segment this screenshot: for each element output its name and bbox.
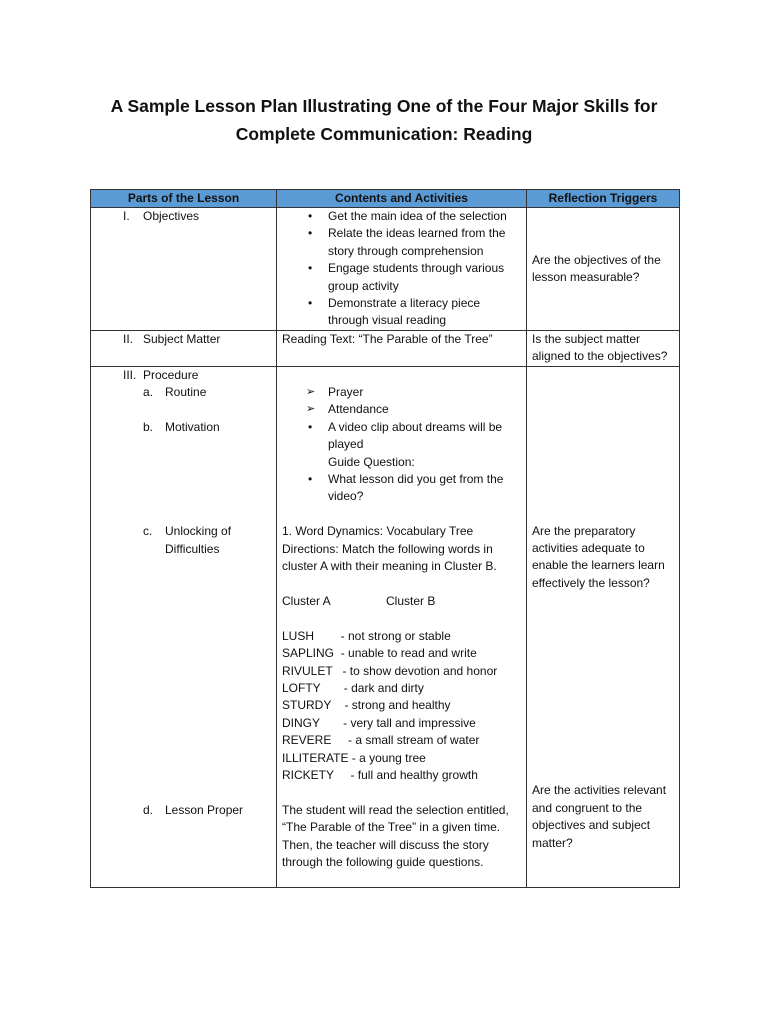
objective-item: • Get the main idea of the selection xyxy=(282,208,521,225)
header-contents: Contents and Activities xyxy=(277,190,527,208)
motivation-letter: b. xyxy=(143,419,154,434)
guide-question-label: Guide Question: xyxy=(328,454,415,469)
page-title xyxy=(60,92,708,148)
objectives-list xyxy=(282,208,521,330)
row-subject-matter xyxy=(91,330,680,366)
motivation-label: Motivation xyxy=(165,419,220,434)
subject-reflection: Is the subject matter aligned to the objectives? xyxy=(532,331,668,364)
row-objectives xyxy=(91,208,680,331)
objectives-reflection-cell xyxy=(527,208,680,331)
lesson-proper-letter: d. xyxy=(143,803,154,818)
lesson-proper-label: Lesson Proper xyxy=(165,803,244,818)
subject-content-cell xyxy=(277,330,527,366)
motivation-item: • A video clip about dreams will be played xyxy=(282,419,521,454)
row-procedure xyxy=(91,366,680,888)
vocabulary-item: ILLITERATE - a young tree xyxy=(282,750,426,765)
title-line-2: Complete Communication: Reading xyxy=(235,124,533,144)
subject-label: Subject Matter xyxy=(143,331,221,346)
objectives-numeral: I. xyxy=(123,209,130,223)
subject-content: Reading Text: “The Parable of the Tree” xyxy=(282,331,493,346)
cluster-headings xyxy=(282,593,521,610)
table-header-row xyxy=(91,190,680,208)
title-line-1: A Sample Lesson Plan Illustrating One of the Four Major Skills for xyxy=(110,96,658,116)
subject-numeral: II. xyxy=(123,331,134,346)
objective-item: • Relate the ideas learned from the story through comprehension xyxy=(282,225,521,260)
procedure-part-cell xyxy=(91,366,277,888)
routine-item: ➢ Prayer xyxy=(282,384,521,401)
vocabulary-item: STURDY - strong and healthy xyxy=(282,698,451,713)
procedure-label: Procedure xyxy=(143,367,199,382)
motivation-question: • What lesson did you get from the video? xyxy=(282,471,521,506)
objectives-label: Objectives xyxy=(143,209,200,223)
objectives-part-cell xyxy=(91,208,277,331)
header-reflection: Reflection Triggers xyxy=(527,190,680,208)
vocabulary-item: LUSH - not strong or stable xyxy=(282,628,451,643)
vocabulary-item: RIVULET - to show devotion and honor xyxy=(282,663,498,678)
procedure-content-cell xyxy=(277,366,527,888)
objective-item: • Demonstrate a literacy piece through visual reading xyxy=(282,295,521,330)
unlocking-reflection: Are the preparatory activities adequate to enable the learners learn effectively the lesson? xyxy=(532,523,665,590)
unlocking-heading: 1. Word Dynamics: Vocabulary Tree xyxy=(282,524,474,539)
routine-label: Routine xyxy=(165,385,207,400)
routine-list xyxy=(282,384,521,506)
objectives-content-cell xyxy=(277,208,527,331)
vocabulary-item: DINGY - very tall and impressive xyxy=(282,715,476,730)
vocabulary-item: REVERE - a small stream of water xyxy=(282,733,480,748)
lesson-plan-table xyxy=(90,189,680,888)
unlocking-label: Unlocking of Difficulties xyxy=(165,524,232,556)
unlocking-directions: Directions: Match the following words in cluster A with their meaning in Cluster B. xyxy=(282,541,497,574)
procedure-numeral: III. xyxy=(123,367,137,382)
subject-part-cell xyxy=(91,330,277,366)
routine-letter: a. xyxy=(143,385,154,400)
objective-item: • Engage students through various group activity xyxy=(282,260,521,295)
objectives-reflection: Are the objectives of the lesson measurable? xyxy=(532,252,661,284)
cluster-a-label: Cluster A xyxy=(282,593,331,608)
cluster-b-label: Cluster B xyxy=(386,593,436,608)
unlocking-letter: c. xyxy=(143,524,153,539)
subject-reflection-cell xyxy=(527,330,680,366)
header-parts: Parts of the Lesson xyxy=(91,190,277,208)
vocabulary-item: RICKETY - full and healthy growth xyxy=(282,767,478,782)
vocabulary-list xyxy=(282,628,521,785)
routine-item: ➢ Attendance xyxy=(282,401,521,418)
vocabulary-item: SAPLING - unable to read and write xyxy=(282,646,477,661)
lesson-proper-reflection: Are the activities relevant and congruent to the objectives and subject matter? xyxy=(532,783,667,850)
procedure-reflection-cell xyxy=(527,366,680,888)
vocabulary-item: LOFTY - dark and dirty xyxy=(282,680,424,695)
lesson-proper-content: The student will read the selection entitled, “The Parable of the Tree” in a given time. Then, the teacher will discuss the story through the following guide questions. xyxy=(282,802,509,869)
